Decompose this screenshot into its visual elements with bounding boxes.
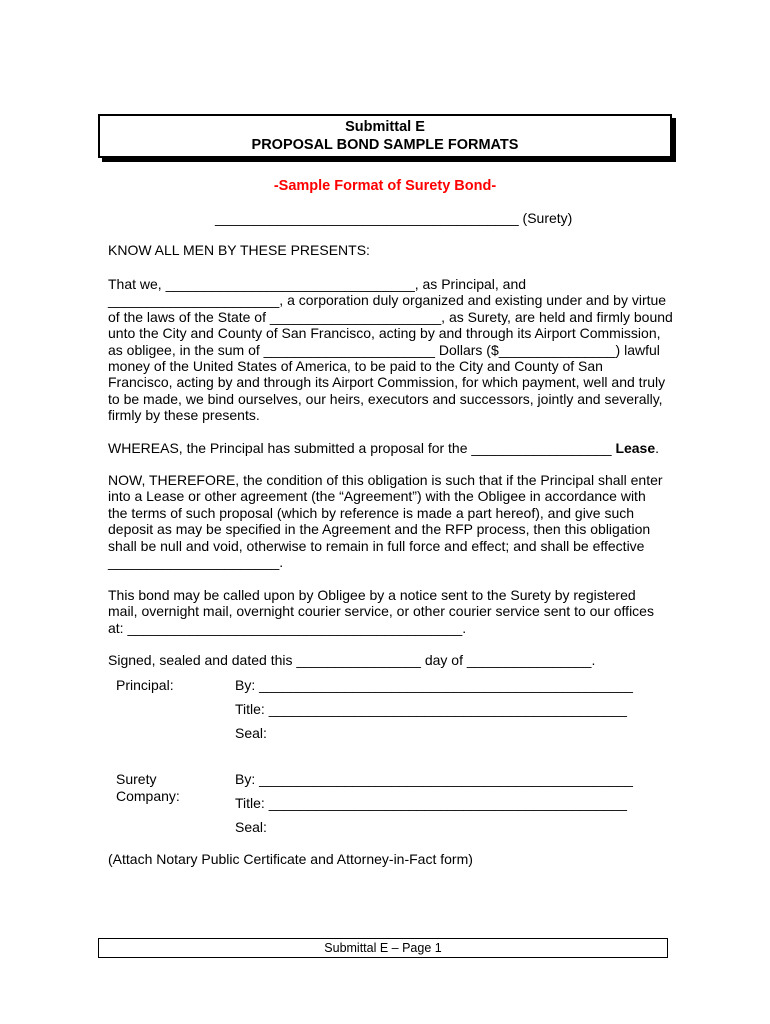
paragraph-line: firmly by these presents. [108,407,260,424]
footer-text: Submittal E – Page 1 [324,941,442,955]
paragraph-line: at: ___________________________________________. [108,619,467,636]
whereas-lease: Lease [615,440,656,456]
principal-by-line: By: ________________________________________________ [235,677,633,693]
bond-call-paragraph [108,587,668,636]
document-title-box [98,114,672,158]
whereas-end: . [655,440,660,456]
principal-label: Principal: [116,677,174,693]
surety-title-line: Title: ______________________________________________ [235,795,627,811]
paragraph-line: ______________________, a corporation duly organized and existing under and by virtue [108,292,667,309]
now-therefore-paragraph [108,472,668,570]
paragraph-line: deposit as may be specified in the Agreement and the RFP process, then this obligation [108,521,651,538]
signed-sealed-line: Signed, sealed and dated this ________________ day of ________________. [108,652,596,668]
whereas-clause [108,440,659,456]
paragraph-line: mail, overnight mail, overnight courier service, or other courier service sent to our offices [108,603,654,620]
whereas-text: WHEREAS, the Principal has submitted a proposal for the __________________ [108,440,616,456]
surety-label-line-1: Surety [116,771,157,787]
paragraph-line: to be made, we bind ourselves, our heirs, executors and successors, jointly and severally, [108,390,663,407]
know-all-heading: KNOW ALL MEN BY THESE PRESENTS: [108,242,370,258]
principal-title-line: Title: ______________________________________________ [235,701,627,717]
paragraph-line: shall be null and void, otherwise to remain in full force and effect; and shall be effective [108,537,645,554]
surety-label-line-2: Company: [116,788,180,804]
attach-notary-note: (Attach Notary Public Certificate and Attorney-in-Fact form) [108,851,473,867]
paragraph-line: Francisco, acting by and through its Airport Commission, for which payment, well and truly [108,374,666,391]
paragraph-line: the terms of such proposal (which by reference is made a part hereof), and give such [108,504,635,521]
surety-seal-line: Seal: [235,819,267,835]
paragraph-line: That we, ________________________________, as Principal, and [108,276,527,292]
surety-name-line: _______________________________________ (Surety) [215,210,573,226]
sample-format-subtitle: -Sample Format of Surety Bond- [273,178,497,194]
paragraph-line: ______________________. [108,554,284,571]
principal-surety-paragraph [108,276,673,424]
paragraph-line: money of the United States of America, to be paid to the City and County of San [108,358,603,375]
title-line-1: Submittal E [345,119,425,135]
paragraph-line: into a Lease or other agreement (the “Agreement”) with the Obligee in accordance with [108,488,646,505]
title-line-2: PROPOSAL BOND SAMPLE FORMATS [251,137,519,153]
principal-seal-line: Seal: [235,725,267,741]
paragraph-line: NOW, THEREFORE, the condition of this obligation is such that if the Principal shall enter [108,472,663,488]
surety-by-line: By: ________________________________________________ [235,771,633,787]
paragraph-line: as obligee, in the sum of ______________________ Dollars ($_______________) lawful [108,341,660,358]
paragraph-line: unto the City and County of San Francisco, acting by and through its Airport Commission, [108,325,661,342]
paragraph-line: of the laws of the State of ______________________, as Surety, are held and firmly bound [108,308,673,325]
page-footer [98,938,668,958]
paragraph-line: This bond may be called upon by Obligee by a notice sent to the Surety by registered [108,587,636,603]
